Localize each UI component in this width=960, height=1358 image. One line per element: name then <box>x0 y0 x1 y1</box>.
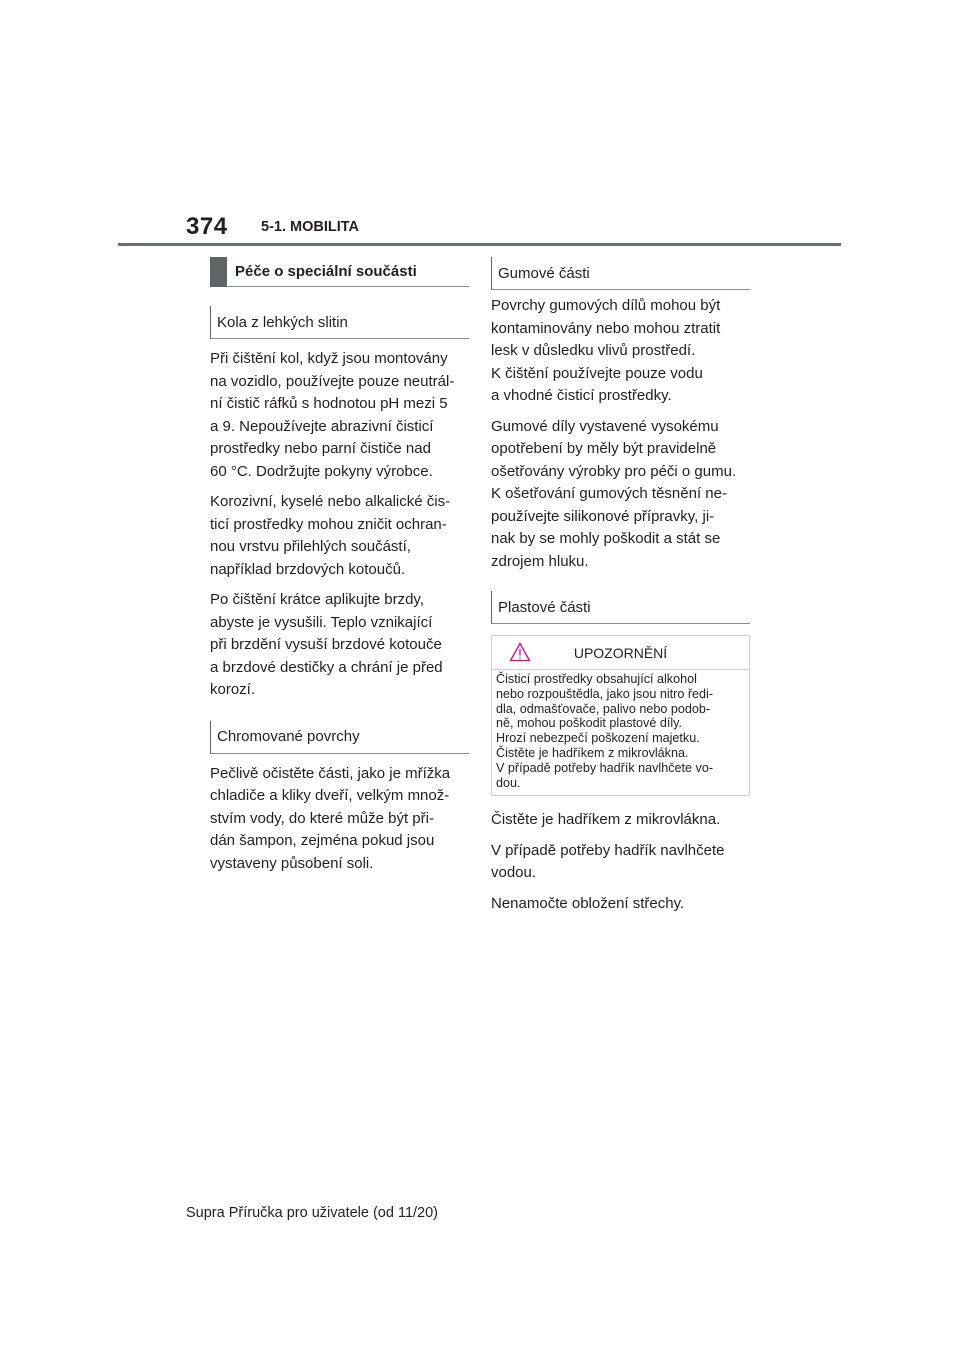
subheading-label: Chromované povrchy <box>217 728 360 745</box>
text-line: 60 °C. Dodržujte pokyny výrobce. <box>210 462 433 480</box>
subheading-alloy-wheels <box>210 306 469 339</box>
left-column <box>210 257 469 875</box>
warning-body <box>492 670 749 795</box>
text-line: Při čištění kol, když jsou montovány <box>210 350 448 367</box>
warning-line: ně, mohou poškodit plastové díly. <box>496 716 682 731</box>
text-line: dán šampon, zejména pokud jsou <box>210 832 435 849</box>
paragraph <box>210 589 469 702</box>
text-line: Pečlivě očistěte části, jako je mřížka <box>210 764 451 782</box>
header-rule <box>118 243 841 246</box>
text-line: například brzdových kotoučů. <box>210 560 406 578</box>
rubber-text <box>491 295 750 573</box>
right-column <box>491 257 750 915</box>
chrome-text <box>210 763 469 876</box>
text-line: K ošetřování gumových těsnění ne- <box>491 485 727 502</box>
text-line: prostředky nebo parní čističe nad <box>210 440 431 457</box>
alloy-text <box>210 348 469 702</box>
text-line: abyste je vysušili. Teplo vznikající <box>210 613 433 631</box>
paragraph <box>210 491 469 581</box>
page-number: 374 <box>186 213 228 240</box>
subheading-chrome-surfaces <box>210 721 469 754</box>
text-line: opotřebení by měly být pravidelně <box>491 440 717 457</box>
warning-line: Čistěte je hadříkem z mikrovlákna. <box>496 745 689 760</box>
section-heading-label: Péče o speciální součásti <box>235 263 417 280</box>
text-line: Nenamočte obložení střechy. <box>491 894 685 912</box>
paragraph <box>491 809 750 832</box>
text-line: při brzdění vysuší brzdové kotouče <box>210 636 442 653</box>
text-line: Povrchy gumových dílů mohou být <box>491 297 721 314</box>
section-heading <box>210 257 469 287</box>
text-line: ní čistič ráfků s hodnotou pH mezi 5 <box>210 395 448 412</box>
section-title: 5-1. MOBILITA <box>261 219 360 235</box>
text-line: vodou. <box>491 864 537 882</box>
text-line: ticí prostředky mohou zničit ochran- <box>210 515 447 533</box>
subheading-label: Gumové části <box>498 264 590 282</box>
text-line: ošetřovány výrobky pro péči o gumu. <box>491 462 737 480</box>
text-line: vystaveny působení soli. <box>210 854 374 872</box>
text-line: korozí. <box>210 681 256 698</box>
text-line: a brzdové destičky a chrání je před <box>210 658 443 676</box>
text-line: na vozidlo, používejte pouze neutrál- <box>210 372 455 390</box>
warning-line: dla, odmašťovače, palivo nebo podob- <box>496 701 711 716</box>
warning-line: Čisticí prostředky obsahující alkohol <box>496 672 697 686</box>
paragraph <box>491 893 750 916</box>
text-line: zdrojem hluku. <box>491 552 589 570</box>
warning-title: UPOZORNĚNÍ <box>573 644 668 661</box>
warning-line: nebo rozpouštědla, jako jsou nitro ředi- <box>496 686 714 701</box>
heading-marker <box>210 257 227 287</box>
subheading-plastic-parts <box>491 591 750 624</box>
text-line: používejte silikonové přípravky, ji- <box>491 507 715 525</box>
text-line: a vhodné čisticí prostředky. <box>491 387 672 404</box>
paragraph <box>491 416 750 574</box>
text-line: chladiče a kliky dveří, velkým množ- <box>210 787 450 804</box>
text-line: a 9. Nepoužívejte abrazivní čisticí <box>210 417 434 435</box>
text-line: stvím vody, do které může být při- <box>210 809 434 827</box>
text-line: K čištění používejte pouze vodu <box>491 364 703 382</box>
text-line: Po čištění krátce aplikujte brzdy, <box>210 591 424 608</box>
paragraph <box>491 295 750 408</box>
text-line: nak by se mohly poškodit a stát se <box>491 530 721 547</box>
footer-text: Supra Příručka pro uživatele (od 11/20) <box>186 1205 439 1221</box>
text-line: Korozivní, kyselé nebo alkalické čis- <box>210 493 451 510</box>
warning-header <box>492 636 749 670</box>
text-line: V případě potřeby hadřík navlhčete <box>491 841 725 859</box>
warning-triangle-icon <box>509 642 531 662</box>
subheading-rubber-parts <box>491 257 750 290</box>
text-line: kontaminovány nebo mohou ztratit <box>491 319 721 337</box>
text-line: Čistěte je hadříkem z mikrovlákna. <box>491 811 721 829</box>
warning-line: Hrozí nebezpečí poškození majetku. <box>496 731 700 746</box>
warning-line: V případě potřeby hadřík navlhčete vo- <box>496 760 714 775</box>
paragraph <box>210 348 469 483</box>
plastic-text <box>491 809 750 915</box>
warning-line: dou. <box>496 775 521 790</box>
text-line: Gumové díly vystavené vysokému <box>491 417 719 435</box>
subheading-label: Kola z lehkých slitin <box>217 313 348 331</box>
subheading-label: Plastové části <box>498 598 591 616</box>
warning-box <box>491 635 750 796</box>
text-line: nou vrstvu přilehlých součástí, <box>210 538 411 555</box>
text-line: lesk v důsledku vlivů prostředí. <box>491 342 696 359</box>
paragraph <box>210 763 469 876</box>
paragraph <box>491 840 750 885</box>
